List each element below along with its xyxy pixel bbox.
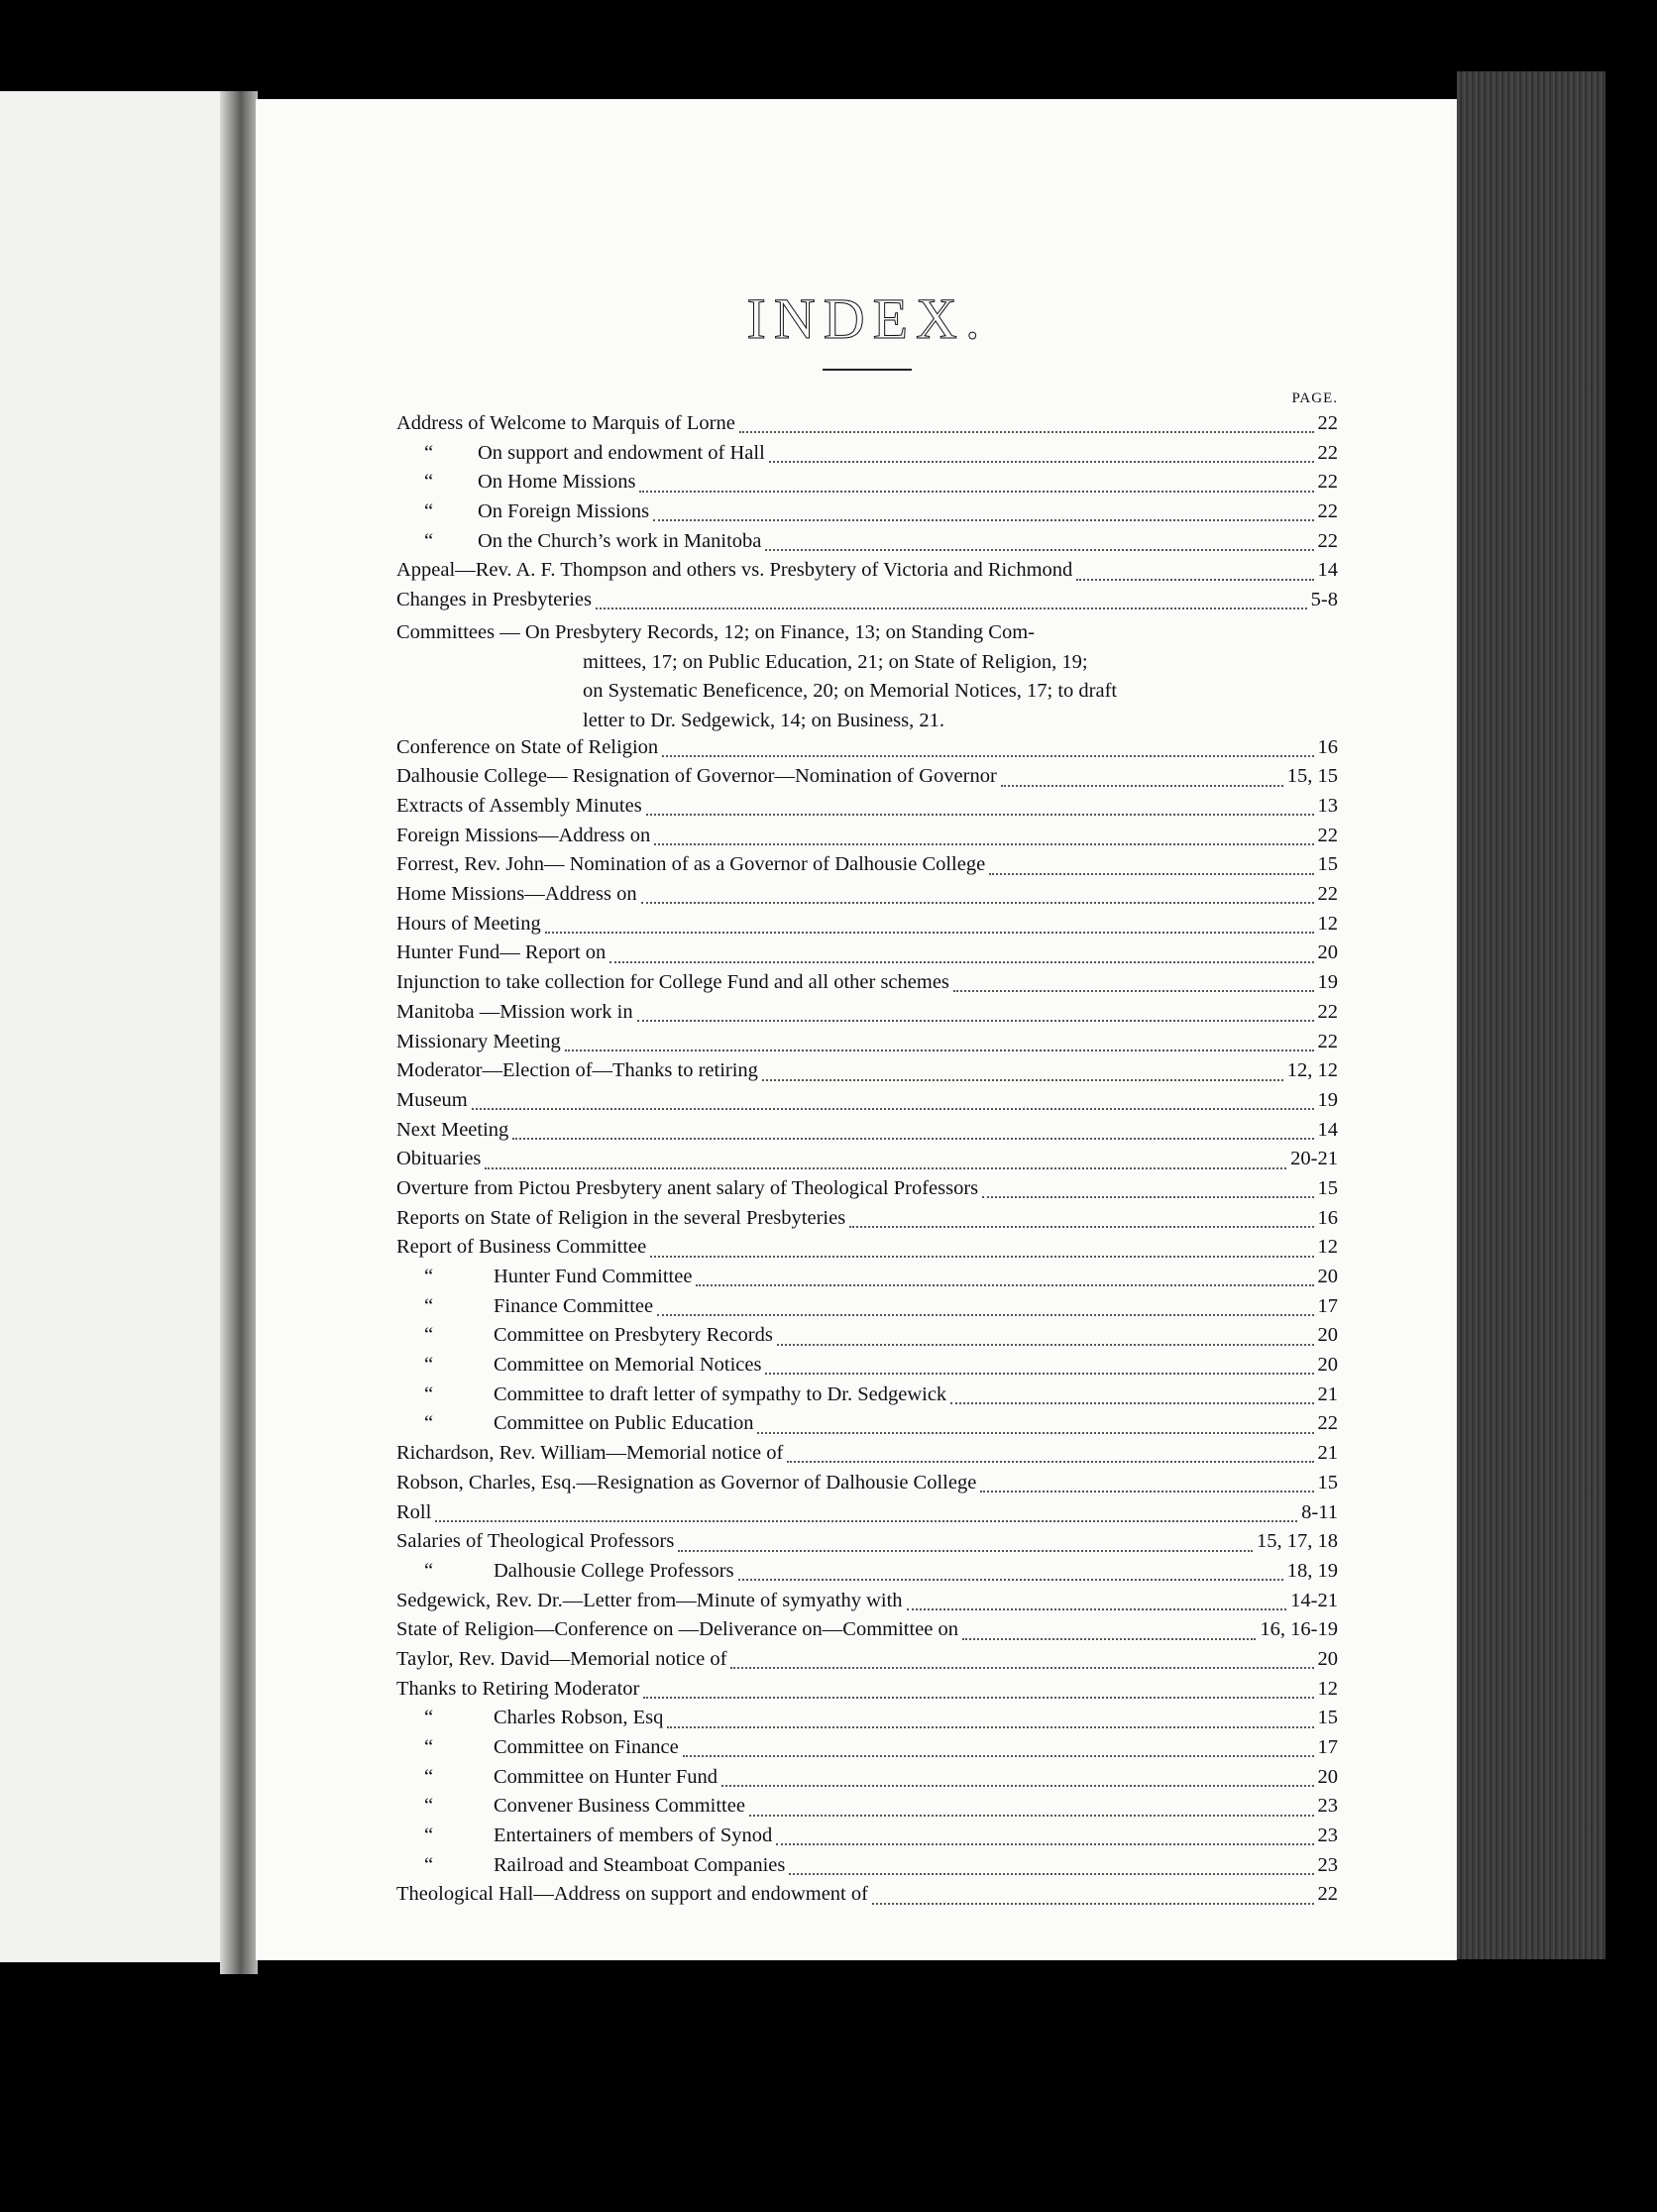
leader-dots — [872, 1902, 1314, 1905]
entry-text: Committee on Public Education — [494, 1412, 754, 1435]
leader-dots — [789, 1872, 1313, 1875]
entry-page-number: 14 — [1317, 559, 1338, 582]
entry-page-number: 15 — [1317, 853, 1338, 876]
entry-page-number: 20 — [1317, 1324, 1338, 1347]
entry-page-number: 22 — [1317, 441, 1338, 464]
index-entry — [396, 412, 1338, 442]
index-entry — [396, 1266, 1338, 1295]
entry-text: Hunter Fund— Report on — [396, 941, 607, 964]
leader-dots — [678, 1549, 1253, 1552]
leader-dots — [565, 1049, 1314, 1051]
ditto-mark: “ — [424, 529, 434, 552]
index-entry — [396, 1177, 1338, 1207]
entry-text: On Home Missions — [478, 471, 636, 494]
entry-page-number: 16 — [1317, 735, 1338, 758]
entry-text: Missionary Meeting — [396, 1030, 561, 1052]
index-entry — [396, 1089, 1338, 1119]
index-entry — [396, 1001, 1338, 1031]
entry-page-number: 20 — [1317, 1266, 1338, 1287]
index-entry — [396, 795, 1338, 825]
entry-page-number: 14 — [1317, 1118, 1338, 1141]
ditto-mark: “ — [424, 1825, 434, 1847]
index-entry — [396, 1590, 1338, 1619]
ditto-mark: “ — [424, 1736, 434, 1758]
leader-dots — [545, 931, 1314, 934]
leader-dots — [765, 548, 1313, 551]
entry-page-number: 15 — [1317, 1707, 1338, 1729]
entry-text: Hunter Fund Committee — [494, 1266, 693, 1287]
entry-page-number: 16 — [1317, 1206, 1338, 1229]
entry-text: Moderator—Election of—Thanks to retiring — [396, 1059, 758, 1082]
title-rule — [823, 369, 912, 371]
leader-dots — [776, 1842, 1313, 1845]
index-entry — [396, 1736, 1338, 1766]
entry-page-number: 14-21 — [1290, 1589, 1338, 1611]
leader-dots — [667, 1725, 1313, 1728]
entry-text: Thanks to Retiring Moderator — [396, 1677, 640, 1700]
entry-page-number: 5-8 — [1310, 589, 1338, 611]
index-entry — [396, 1236, 1338, 1266]
ditto-mark: “ — [424, 1412, 434, 1435]
entry-text: Overture from Pictou Presbytery anent salary of Theological Professors — [396, 1176, 979, 1199]
entry-text: Dalhousie College— Resignation of Governor—Nomination of Governor — [396, 765, 997, 788]
entry-page-number: 22 — [1317, 883, 1338, 906]
leader-dots — [762, 1078, 1283, 1081]
leader-dots — [641, 901, 1314, 904]
entry-text: Reports on State of Religion in the several Presbyteries — [396, 1206, 846, 1229]
index-entry — [396, 941, 1338, 971]
left-page — [0, 91, 230, 1962]
entry-page-number: 12, 12 — [1286, 1059, 1338, 1082]
index-entry — [396, 1119, 1338, 1149]
index-entry — [396, 1148, 1338, 1177]
index-entry — [396, 1295, 1338, 1325]
entry-text: Manitoba —Mission work in — [396, 1000, 633, 1023]
book-gutter — [220, 91, 258, 1974]
leader-dots — [787, 1460, 1313, 1463]
entry-text: Forrest, Rev. John— Nomination of as a Governor of Dalhousie College — [396, 853, 986, 876]
entry-text: Railroad and Steamboat Companies — [494, 1853, 786, 1876]
leader-dots — [609, 960, 1313, 963]
ditto-mark: “ — [424, 1707, 434, 1729]
entry-text: Address of Welcome to Marquis of Lorne — [396, 412, 735, 434]
entry-page-number: 18, 19 — [1286, 1559, 1338, 1582]
entry-page-number: 22 — [1317, 500, 1338, 523]
leader-dots — [646, 813, 1314, 816]
ditto-mark: “ — [424, 1324, 434, 1347]
entry-page-number: 20-21 — [1290, 1148, 1338, 1170]
ditto-mark: “ — [424, 1795, 434, 1818]
entry-text: Finance Committee — [494, 1294, 654, 1317]
leader-dots — [696, 1283, 1313, 1286]
entry-page-number: 22 — [1317, 1000, 1338, 1023]
index-entry — [396, 471, 1338, 500]
ditto-mark: “ — [424, 1294, 434, 1317]
entry-page-number: 20 — [1317, 1354, 1338, 1377]
leader-dots — [777, 1343, 1314, 1346]
entry-page-number: 17 — [1317, 1736, 1338, 1758]
index-entry — [396, 1795, 1338, 1825]
entry-text: Taylor, Rev. David—Memorial notice of — [396, 1647, 727, 1670]
index-entry — [396, 530, 1338, 560]
entry-text: Sedgewick, Rev. Dr.—Letter from—Minute of symyathy with — [396, 1589, 903, 1611]
index-entry — [396, 736, 1338, 766]
index-entry — [396, 1618, 1338, 1648]
book-edge — [1457, 71, 1605, 1959]
entry-page-number: 12 — [1317, 1677, 1338, 1700]
entry-text: Charles Robson, Esq — [494, 1707, 664, 1729]
leader-dots — [953, 989, 1314, 992]
committees-entry — [396, 618, 1338, 736]
leader-dots — [982, 1195, 1313, 1198]
index-entry — [396, 853, 1338, 883]
committees-line: mittees, 17; on Public Education, 21; on State of Religion, 19; — [583, 650, 1088, 673]
entry-text: Injunction to take collection for College Fund and all other schemes — [396, 971, 949, 994]
entry-text: Changes in Presbyteries — [396, 589, 592, 611]
leader-dots — [730, 1666, 1313, 1669]
ditto-mark: “ — [424, 1559, 434, 1582]
entry-text: Theological Hall—Address on support and endowment of — [396, 1883, 868, 1906]
leader-dots — [637, 1019, 1314, 1022]
entry-page-number: 8-11 — [1301, 1500, 1338, 1523]
leader-dots — [950, 1401, 1313, 1404]
leader-dots — [849, 1225, 1313, 1228]
entry-page-number: 20 — [1317, 941, 1338, 964]
entry-text: On Foreign Missions — [478, 500, 650, 523]
entry-page-number: 15, 17, 18 — [1257, 1530, 1338, 1553]
entry-page-number: 21 — [1317, 1382, 1338, 1405]
entry-text: On the Church’s work in Manitoba — [478, 529, 762, 552]
index-entry — [396, 1530, 1338, 1560]
entry-page-number: 22 — [1317, 412, 1338, 434]
committees-line: on Systematic Beneficence, 20; on Memorial Notices, 17; to draft — [583, 680, 1118, 703]
entry-text: Obituaries — [396, 1148, 482, 1170]
ditto-mark: “ — [424, 1765, 434, 1788]
index-entry — [396, 1472, 1338, 1501]
entry-text: Report of Business Committee — [396, 1236, 647, 1259]
entry-text: Next Meeting — [396, 1118, 509, 1141]
index-entry — [396, 442, 1338, 472]
index-entry — [396, 825, 1338, 854]
leader-dots — [765, 1372, 1313, 1375]
entry-text: Committee on Memorial Notices — [494, 1354, 762, 1377]
index-entry — [396, 589, 1338, 618]
entry-text: Richardson, Rev. William—Memorial notice of — [396, 1442, 784, 1465]
leader-dots — [769, 460, 1314, 463]
page-title: INDEX. — [746, 286, 988, 351]
entry-text: State of Religion—Conference on —Deliverance on—Committee on — [396, 1618, 959, 1641]
leader-dots — [472, 1107, 1314, 1110]
leader-dots — [596, 607, 1307, 609]
leader-dots — [657, 1313, 1313, 1316]
index-entry — [396, 1883, 1338, 1913]
index-entry — [396, 1207, 1338, 1237]
entry-text: Committee on Hunter Fund — [494, 1765, 718, 1788]
entry-text: Museum — [396, 1088, 468, 1111]
index-entry — [396, 559, 1338, 589]
entry-page-number: 23 — [1317, 1825, 1338, 1847]
index-entry — [396, 1412, 1338, 1442]
leader-dots — [721, 1784, 1313, 1787]
index-entry — [396, 1854, 1338, 1884]
leader-dots — [1001, 784, 1283, 787]
leader-dots — [653, 518, 1313, 521]
committees-line: letter to Dr. Sedgewick, 14; on Business, 21. — [583, 709, 944, 731]
entry-text: Extracts of Assembly Minutes — [396, 795, 642, 817]
ditto-mark: “ — [424, 500, 434, 523]
ditto-mark: “ — [424, 1853, 434, 1876]
entry-page-number: 22 — [1317, 824, 1338, 846]
ditto-mark: “ — [424, 1354, 434, 1377]
entry-text: On support and endowment of Hall — [478, 441, 765, 464]
leader-dots — [962, 1637, 1256, 1640]
entry-text: Robson, Charles, Esq.—Resignation as Governor of Dalhousie College — [396, 1471, 977, 1493]
leader-dots — [1076, 578, 1313, 581]
entry-page-number: 20 — [1317, 1765, 1338, 1788]
index-entry — [396, 1383, 1338, 1413]
entry-text: Dalhousie College Professors — [494, 1559, 734, 1582]
index-entry — [396, 1059, 1338, 1089]
entry-text: Committee on Finance — [494, 1736, 679, 1758]
entry-text: Roll — [396, 1500, 432, 1523]
entry-text: Entertainers of members of Synod — [494, 1825, 773, 1847]
index-entry — [396, 1825, 1338, 1854]
ditto-mark: “ — [424, 1382, 434, 1405]
leader-dots — [989, 872, 1313, 875]
entry-text: Hours of Meeting — [396, 912, 541, 935]
entry-text: Convener Business Committee — [494, 1795, 745, 1818]
entry-text: Home Missions—Address on — [396, 883, 637, 906]
leader-dots — [512, 1137, 1313, 1140]
index-entry — [396, 971, 1338, 1001]
ditto-mark: “ — [424, 1266, 434, 1287]
entry-page-number: 16, 16-19 — [1260, 1618, 1338, 1641]
entry-page-number: 19 — [1317, 971, 1338, 994]
leader-dots — [643, 1696, 1313, 1699]
ditto-mark: “ — [424, 471, 434, 494]
entry-page-number: 20 — [1317, 1647, 1338, 1670]
index-entry — [396, 1442, 1338, 1472]
entry-page-number: 21 — [1317, 1442, 1338, 1465]
index-entries-b — [396, 736, 1338, 1914]
entry-text: Salaries of Theological Professors — [396, 1530, 675, 1553]
leader-dots — [907, 1607, 1287, 1610]
leader-dots — [738, 1578, 1283, 1581]
index-entry — [396, 1354, 1338, 1383]
index-entry — [396, 1560, 1338, 1590]
page-column-heading: PAGE. — [1291, 390, 1338, 406]
leader-dots — [757, 1431, 1313, 1434]
index-entry — [396, 1324, 1338, 1354]
entry-page-number: 15, 15 — [1286, 765, 1338, 788]
index-entry — [396, 500, 1338, 530]
entry-page-number: 23 — [1317, 1853, 1338, 1876]
entry-text: Committee on Presbytery Records — [494, 1324, 773, 1347]
entry-page-number: 19 — [1317, 1088, 1338, 1111]
ditto-mark: “ — [424, 441, 434, 464]
committees-line: Committees — On Presbytery Records, 12; on Finance, 13; on Standing Com- — [396, 620, 1035, 643]
entry-text: Committee to draft letter of sympathy to Dr. Sedgewick — [494, 1382, 947, 1405]
entry-page-number: 22 — [1317, 1030, 1338, 1052]
index-entries-a — [396, 412, 1338, 618]
entry-page-number: 22 — [1317, 1412, 1338, 1435]
entry-text: Foreign Missions—Address on — [396, 824, 651, 846]
index-page — [396, 287, 1338, 1913]
entry-page-number: 12 — [1317, 1236, 1338, 1259]
index-entry — [396, 765, 1338, 795]
index-entry — [396, 1031, 1338, 1060]
entry-text: Appeal—Rev. A. F. Thompson and others vs. Presbytery of Victoria and Richmond — [396, 559, 1073, 582]
entry-page-number: 15 — [1317, 1471, 1338, 1493]
leader-dots — [739, 430, 1314, 433]
entry-page-number: 17 — [1317, 1294, 1338, 1317]
index-entry — [396, 1501, 1338, 1531]
leader-dots — [485, 1166, 1286, 1169]
leader-dots — [639, 490, 1313, 493]
entry-page-number: 22 — [1317, 529, 1338, 552]
leader-dots — [654, 842, 1313, 845]
entry-page-number: 13 — [1317, 795, 1338, 817]
leader-dots — [662, 754, 1313, 757]
leader-dots — [650, 1255, 1313, 1258]
entry-page-number: 22 — [1317, 471, 1338, 494]
index-entry — [396, 913, 1338, 942]
index-entry — [396, 1766, 1338, 1796]
entry-text: Conference on State of Religion — [396, 735, 659, 758]
index-entry — [396, 1678, 1338, 1708]
leader-dots — [749, 1814, 1314, 1817]
entry-page-number: 12 — [1317, 912, 1338, 935]
index-entry — [396, 883, 1338, 913]
leader-dots — [435, 1519, 1297, 1522]
entry-page-number: 15 — [1317, 1176, 1338, 1199]
entry-page-number: 23 — [1317, 1795, 1338, 1818]
index-entry — [396, 1648, 1338, 1678]
leader-dots — [683, 1754, 1314, 1757]
leader-dots — [980, 1490, 1313, 1493]
entry-page-number: 22 — [1317, 1883, 1338, 1906]
index-entry — [396, 1707, 1338, 1736]
